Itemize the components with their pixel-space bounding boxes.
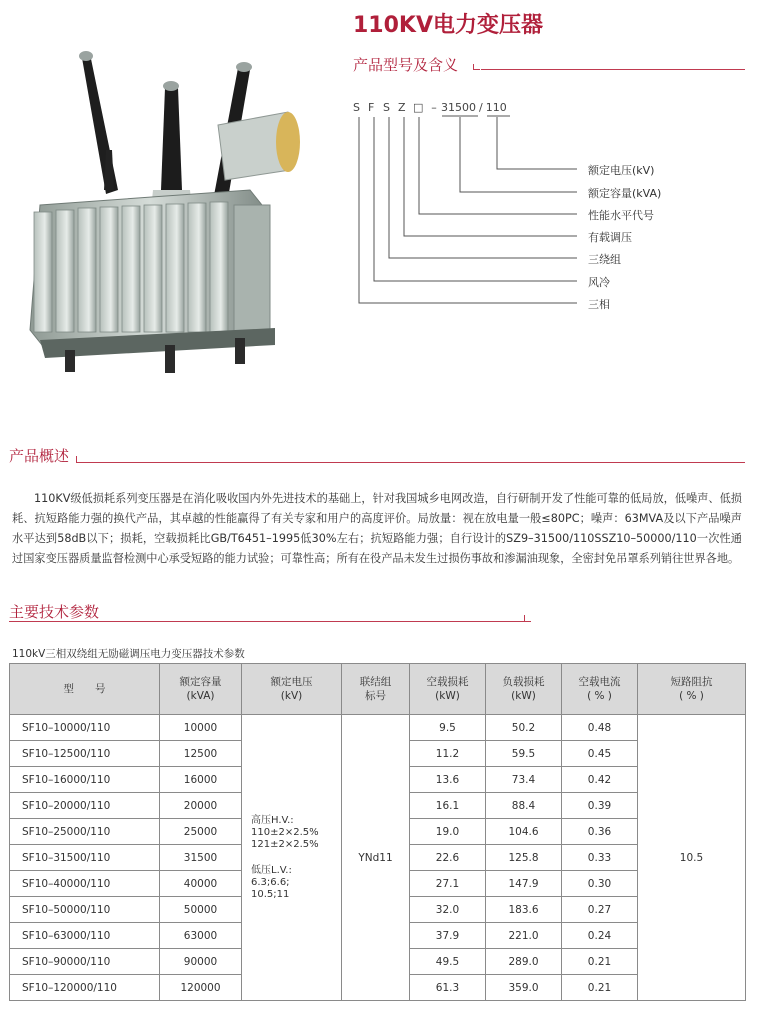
model-section-rule (481, 69, 745, 70)
hv-range-1: 110±2×2.5% (251, 826, 319, 838)
cell-load-loss: 50.2 (486, 715, 562, 741)
code-letter-f: F (368, 101, 375, 114)
cell-model: SF10–50000/110 (10, 897, 160, 923)
cell-rated-voltage-merged (242, 715, 342, 1001)
cell-capacity: 16000 (160, 767, 242, 793)
header-group: 联结组 标号 (342, 664, 410, 715)
cell-load-loss: 289.0 (486, 949, 562, 975)
transformer-photo (20, 40, 330, 390)
table-body (10, 715, 746, 1001)
cell-model: SF10–20000/110 (10, 793, 160, 819)
meaning-three-winding: 三绕组 (588, 253, 621, 266)
header-model: 型 号 (10, 664, 160, 715)
model-section-rule-hook (473, 64, 480, 70)
cell-noload-loss: 11.2 (410, 741, 486, 767)
cell-load-loss: 59.5 (486, 741, 562, 767)
cell-noload-current: 0.33 (562, 845, 638, 871)
overview-paragraph: 110KV级低损耗系列变压器是在消化吸收国内外先进技术的基础上，针对我国城乡电网改造，自行研制开发了性能可靠的低局放，低噪声、低损耗、抗短路能力强的换代产品，其卓越的性能赢得了有关专家和用户的高度评价。局放量：视在放电量一般≤80PC；噪声：63MVA及以下产品噪声水平达到58dB以下；损耗，空载损耗比GB/T6451–1995低30%左右；抗短路能力强；自行设计的SZ9–31500/110SSZ10–50000/110一次性通过国家变压器质量监督检测中心承受短路的能力试验；可靠性高；所有在役产品未发生过损伤事故和渗漏油现象，全密封免吊罩系列销往世界各地。 (12, 492, 742, 565)
cell-capacity: 12500 (160, 741, 242, 767)
cell-model: SF10–90000/110 (10, 949, 160, 975)
cell-capacity: 10000 (160, 715, 242, 741)
cell-load-loss: 147.9 (486, 871, 562, 897)
specs-section-title: 主要技术参数 (9, 603, 100, 621)
overview-section-rule (82, 462, 745, 463)
hv-range-2: 121±2×2.5% (251, 838, 319, 850)
header-impedance: 短路阻抗 ( % ) (638, 664, 746, 715)
cell-capacity: 25000 (160, 819, 242, 845)
header-load-loss: 负载损耗 (kW) (486, 664, 562, 715)
cell-load-loss: 183.6 (486, 897, 562, 923)
cell-noload-loss: 37.9 (410, 923, 486, 949)
cell-capacity: 40000 (160, 871, 242, 897)
model-section-title: 产品型号及含义 (353, 56, 459, 74)
table-caption: 110kV三相双绕组无励磁调压电力变压器技术参数 (12, 648, 245, 660)
cell-noload-current: 0.42 (562, 767, 638, 793)
code-letter-s: S (353, 101, 360, 114)
cell-load-loss: 221.0 (486, 923, 562, 949)
cell-model: SF10–31500/110 (10, 845, 160, 871)
meaning-air-cooled: 风冷 (588, 276, 610, 289)
cell-noload-current: 0.45 (562, 741, 638, 767)
cell-model: SF10–63000/110 (10, 923, 160, 949)
cell-noload-current: 0.24 (562, 923, 638, 949)
cell-capacity: 90000 (160, 949, 242, 975)
cell-capacity: 31500 (160, 845, 242, 871)
cell-capacity: 20000 (160, 793, 242, 819)
lv-values-2: 10.5;11 (251, 888, 290, 900)
header-noload-loss: 空载损耗 (kW) (410, 664, 486, 715)
main-tank (30, 190, 275, 373)
meaning-performance-level: 性能水平代号 (588, 209, 654, 222)
code-dash: – (431, 101, 437, 114)
overview-section-rule-hook (76, 456, 83, 463)
header-voltage: 额定电压 (kV) (242, 664, 342, 715)
cell-noload-loss: 22.6 (410, 845, 486, 871)
meaning-rated-voltage: 额定电压(kV) (588, 164, 655, 177)
cell-noload-loss: 16.1 (410, 793, 486, 819)
cell-noload-current: 0.36 (562, 819, 638, 845)
cell-load-loss: 88.4 (486, 793, 562, 819)
specs-section-rule-hook (524, 615, 531, 622)
cell-model: SF10–12500/110 (10, 741, 160, 767)
cell-impedance-merged: 10.5 (638, 715, 746, 1001)
specs-section-rule (9, 621, 524, 622)
code-voltage: 110 (485, 101, 507, 114)
cell-noload-current: 0.21 (562, 975, 638, 1001)
model-code-connectors (340, 112, 600, 312)
cell-model: SF10–25000/110 (10, 819, 160, 845)
code-letter-box: □ (413, 101, 424, 114)
cell-noload-current: 0.21 (562, 949, 638, 975)
table-row (10, 715, 746, 741)
cell-capacity: 120000 (160, 975, 242, 1001)
cell-noload-current: 0.48 (562, 715, 638, 741)
cell-noload-loss: 9.5 (410, 715, 486, 741)
cell-vector-group-merged: YNd11 (342, 715, 410, 1001)
spec-table (9, 663, 746, 1001)
cell-load-loss: 359.0 (486, 975, 562, 1001)
cell-model: SF10–120000/110 (10, 975, 160, 1001)
meaning-on-load-tap: 有载调压 (588, 231, 632, 244)
cell-model: SF10–10000/110 (10, 715, 160, 741)
lv-values-1: 6.3;6.6; (251, 876, 290, 888)
code-slash: / (479, 101, 483, 114)
lv-label: 低压L.V.: (251, 864, 292, 876)
cell-noload-loss: 32.0 (410, 897, 486, 923)
page-title: 110KV电力变压器 (353, 13, 543, 38)
code-letter-s2: S (383, 101, 390, 114)
cell-noload-loss: 49.5 (410, 949, 486, 975)
cell-load-loss: 125.8 (486, 845, 562, 871)
cell-model: SF10–16000/110 (10, 767, 160, 793)
overview-section-title: 产品概述 (9, 447, 70, 465)
cell-load-loss: 73.4 (486, 767, 562, 793)
cell-noload-loss: 27.1 (410, 871, 486, 897)
meaning-three-phase: 三相 (588, 298, 610, 311)
hv-label: 高压H.V.: (251, 814, 294, 826)
cell-noload-loss: 19.0 (410, 819, 486, 845)
table-header-row (10, 664, 746, 715)
cell-capacity: 50000 (160, 897, 242, 923)
meaning-rated-capacity: 额定容量(kVA) (588, 187, 662, 200)
header-capacity: 额定容量 (kVA) (160, 664, 242, 715)
cell-model: SF10–40000/110 (10, 871, 160, 897)
cell-noload-current: 0.30 (562, 871, 638, 897)
cell-noload-current: 0.39 (562, 793, 638, 819)
cell-noload-loss: 13.6 (410, 767, 486, 793)
cell-capacity: 63000 (160, 923, 242, 949)
code-capacity: 31500 (441, 101, 476, 114)
header-noload-current: 空载电流 ( % ) (562, 664, 638, 715)
code-letter-z: Z (398, 101, 406, 114)
cell-noload-current: 0.27 (562, 897, 638, 923)
cell-load-loss: 104.6 (486, 819, 562, 845)
cell-noload-loss: 61.3 (410, 975, 486, 1001)
